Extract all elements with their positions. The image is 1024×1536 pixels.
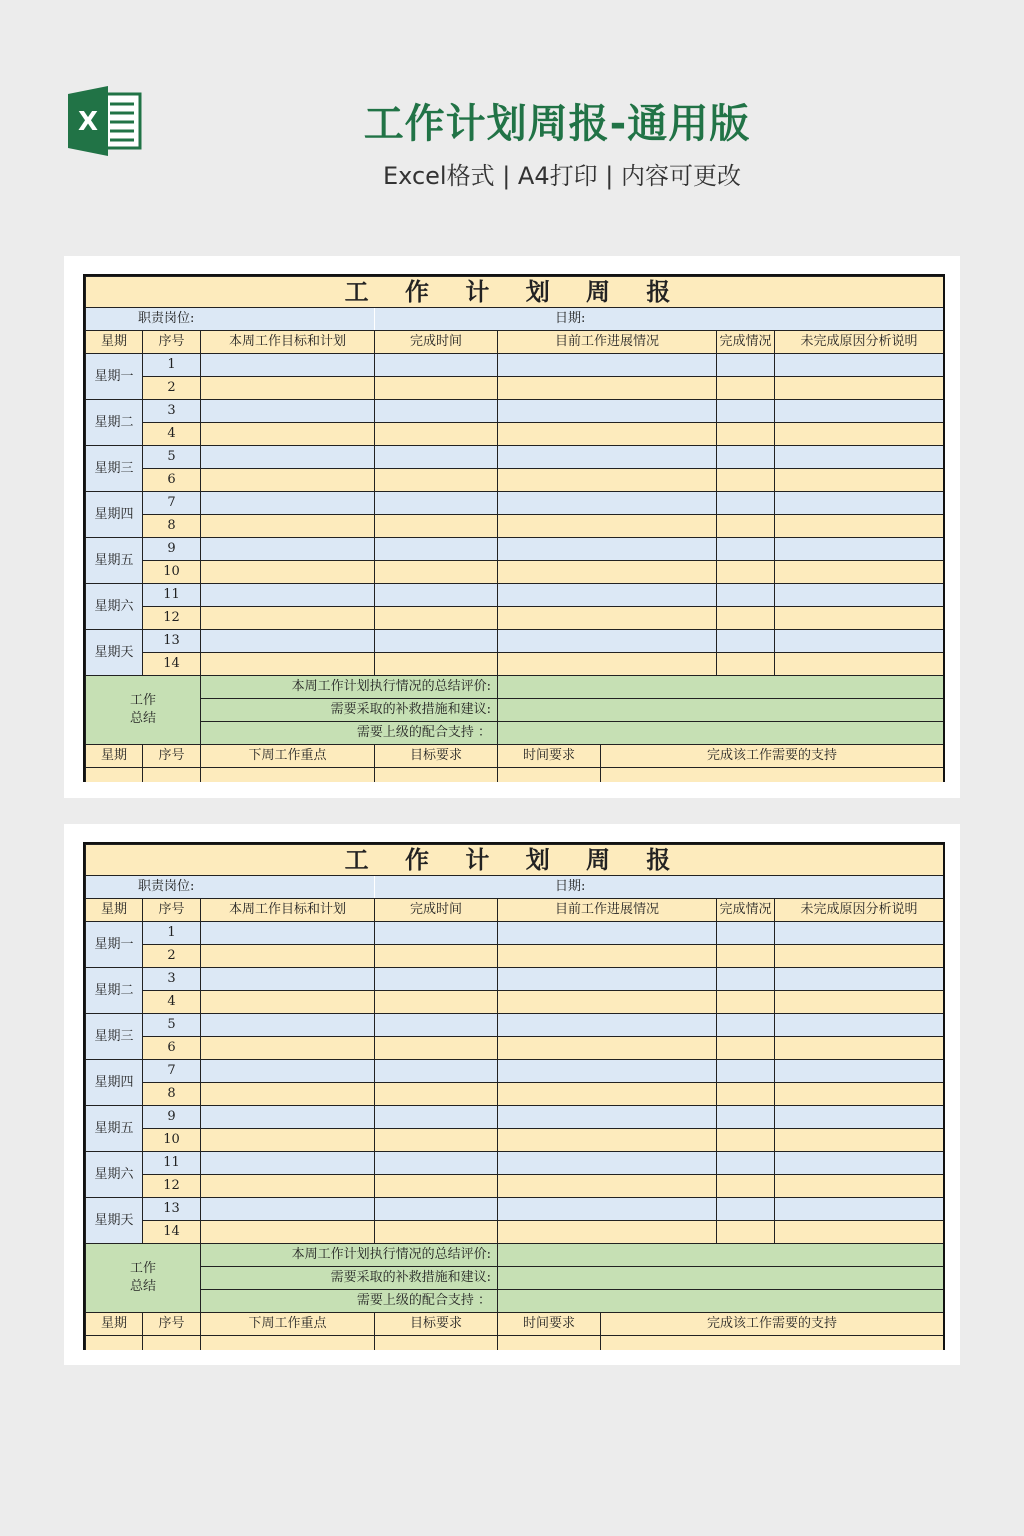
table-row bbox=[86, 991, 944, 1014]
weekly-plan-table bbox=[85, 844, 944, 1350]
watermark bbox=[378, 647, 400, 699]
table-cell[interactable] bbox=[201, 1060, 375, 1083]
table-row bbox=[86, 561, 944, 584]
row-number: 5 bbox=[143, 1014, 201, 1037]
row-number: 12 bbox=[143, 607, 201, 630]
table-cell[interactable] bbox=[775, 1037, 944, 1060]
table-cell[interactable] bbox=[775, 1129, 944, 1152]
table-cell[interactable] bbox=[498, 991, 717, 1014]
summary-label bbox=[86, 676, 201, 745]
table-cell[interactable] bbox=[498, 1198, 717, 1221]
column-header: 未完成原因分析说明 bbox=[775, 899, 944, 922]
column-header-row bbox=[86, 331, 944, 354]
table-row bbox=[86, 945, 944, 968]
column-header: 下周工作重点 bbox=[201, 745, 375, 768]
column-header: 目前工作进展情况 bbox=[498, 899, 717, 922]
column-header: 时间要求 bbox=[498, 1313, 601, 1336]
table-cell[interactable] bbox=[201, 377, 375, 400]
column-header: 完成情况 bbox=[717, 331, 775, 354]
table-cell[interactable] bbox=[498, 1106, 717, 1129]
table-cell[interactable] bbox=[375, 492, 498, 515]
summary-input[interactable] bbox=[498, 722, 944, 745]
table-cell[interactable] bbox=[201, 968, 375, 991]
table-cell[interactable] bbox=[717, 377, 775, 400]
table-cell[interactable] bbox=[498, 446, 717, 469]
table-cell[interactable] bbox=[201, 561, 375, 584]
table-cell[interactable] bbox=[775, 968, 944, 991]
table-cell[interactable] bbox=[375, 377, 498, 400]
table-cell[interactable] bbox=[375, 1175, 498, 1198]
table-cell[interactable] bbox=[201, 1198, 375, 1221]
table-cell[interactable] bbox=[717, 968, 775, 991]
table-cell[interactable] bbox=[498, 945, 717, 968]
table-cell[interactable] bbox=[775, 1175, 944, 1198]
summary-input[interactable] bbox=[498, 676, 944, 699]
table-row bbox=[86, 538, 944, 561]
column-header: 时间要求 bbox=[498, 745, 601, 768]
table-cell[interactable] bbox=[201, 1221, 375, 1244]
weekly-plan-table bbox=[85, 276, 944, 782]
row-number: 7 bbox=[143, 1060, 201, 1083]
table-cell[interactable] bbox=[717, 991, 775, 1014]
summary-label bbox=[86, 1244, 201, 1313]
table-cell[interactable] bbox=[775, 469, 944, 492]
table-cell[interactable] bbox=[717, 1106, 775, 1129]
table-cell[interactable] bbox=[498, 561, 717, 584]
table-cell[interactable] bbox=[775, 1221, 944, 1244]
page-title: 工作计划周报-通用版 bbox=[363, 101, 751, 147]
table-cell[interactable] bbox=[375, 1152, 498, 1175]
table-row bbox=[86, 1106, 944, 1129]
summary-label-line1: 工作 bbox=[129, 1261, 156, 1276]
day-cell: 星期三 bbox=[86, 1014, 143, 1060]
table-cell[interactable] bbox=[201, 469, 375, 492]
table-cell[interactable] bbox=[717, 423, 775, 446]
table-cell[interactable] bbox=[375, 354, 498, 377]
sheet-preview-1 bbox=[64, 256, 960, 798]
row-number: 3 bbox=[143, 968, 201, 991]
column-header: 目标要求 bbox=[375, 745, 498, 768]
table-cell[interactable] bbox=[201, 423, 375, 446]
table-row bbox=[86, 584, 944, 607]
table-cell[interactable] bbox=[717, 1175, 775, 1198]
table-cell[interactable] bbox=[775, 630, 944, 653]
row-number: 13 bbox=[143, 1198, 201, 1221]
table-cell[interactable] bbox=[498, 1129, 717, 1152]
row-number: 1 bbox=[143, 922, 201, 945]
day-cell: 星期四 bbox=[86, 1060, 143, 1106]
sheet-preview-2 bbox=[64, 824, 960, 1365]
table-cell[interactable] bbox=[775, 1198, 944, 1221]
row-number: 6 bbox=[143, 1037, 201, 1060]
table-cell[interactable] bbox=[717, 1083, 775, 1106]
logo-letter: X bbox=[77, 107, 99, 137]
summary-item: 需要采取的补救措施和建议: bbox=[201, 1267, 498, 1290]
table-cell[interactable] bbox=[775, 1060, 944, 1083]
table-cell[interactable] bbox=[717, 653, 775, 676]
table-row bbox=[86, 1014, 944, 1037]
row-number: 4 bbox=[143, 423, 201, 446]
column-header: 星期 bbox=[86, 1313, 143, 1336]
table-cell[interactable] bbox=[775, 991, 944, 1014]
table-cell[interactable] bbox=[201, 945, 375, 968]
table-cell[interactable] bbox=[717, 1152, 775, 1175]
table-row bbox=[86, 1037, 944, 1060]
row-number: 3 bbox=[143, 400, 201, 423]
table-cell[interactable] bbox=[498, 377, 717, 400]
table-row bbox=[86, 446, 944, 469]
table-cell[interactable] bbox=[375, 515, 498, 538]
day-cell: 星期一 bbox=[86, 922, 143, 968]
table-cell[interactable] bbox=[775, 1083, 944, 1106]
column-header: 星期 bbox=[86, 745, 143, 768]
row-number: 13 bbox=[143, 630, 201, 653]
table-cell[interactable] bbox=[375, 945, 498, 968]
table-cell[interactable] bbox=[201, 1175, 375, 1198]
table-cell[interactable] bbox=[498, 630, 717, 653]
table-cell[interactable] bbox=[498, 538, 717, 561]
table-cell[interactable] bbox=[498, 469, 717, 492]
table-cell[interactable] bbox=[498, 922, 717, 945]
table-cell[interactable] bbox=[498, 1083, 717, 1106]
sheet-table-wrapper bbox=[83, 842, 945, 1350]
column-header: 本周工作目标和计划 bbox=[201, 899, 375, 922]
table-cell[interactable] bbox=[717, 584, 775, 607]
table-cell[interactable] bbox=[375, 469, 498, 492]
date-label: 日期: bbox=[375, 308, 944, 331]
table-cell[interactable] bbox=[201, 922, 375, 945]
table-cell[interactable] bbox=[375, 991, 498, 1014]
table-cell[interactable] bbox=[717, 446, 775, 469]
column-header: 目前工作进展情况 bbox=[498, 331, 717, 354]
table-cell[interactable] bbox=[201, 1106, 375, 1129]
row-number: 4 bbox=[143, 991, 201, 1014]
table-cell[interactable] bbox=[775, 945, 944, 968]
day-cell: 星期天 bbox=[86, 630, 143, 676]
summary-label-line2: 总结 bbox=[129, 711, 156, 726]
table-cell[interactable] bbox=[201, 584, 375, 607]
summary-label-line2: 总结 bbox=[129, 1279, 156, 1294]
row-number: 6 bbox=[143, 469, 201, 492]
table-cell[interactable] bbox=[717, 922, 775, 945]
day-cell: 星期一 bbox=[86, 354, 143, 400]
day-cell: 星期二 bbox=[86, 400, 143, 446]
table-cell[interactable] bbox=[498, 1014, 717, 1037]
table-cell[interactable] bbox=[375, 1198, 498, 1221]
table-cell[interactable] bbox=[775, 515, 944, 538]
table-cell[interactable] bbox=[375, 1221, 498, 1244]
row-number: 11 bbox=[143, 1152, 201, 1175]
table-cell[interactable] bbox=[201, 653, 375, 676]
table-cell[interactable] bbox=[375, 968, 498, 991]
table-row bbox=[86, 354, 944, 377]
table-cell[interactable] bbox=[775, 400, 944, 423]
table-cell[interactable] bbox=[498, 968, 717, 991]
table-row bbox=[86, 968, 944, 991]
summary-item: 本周工作计划执行情况的总结评价: bbox=[201, 1244, 498, 1267]
table-row bbox=[86, 492, 944, 515]
table-cell[interactable] bbox=[717, 1037, 775, 1060]
sheet-title: 工 作 计 划 周 报 bbox=[86, 277, 944, 308]
sheet-table-wrapper bbox=[83, 274, 945, 782]
table-cell[interactable] bbox=[717, 945, 775, 968]
table-cell[interactable] bbox=[717, 400, 775, 423]
table-cell[interactable] bbox=[775, 1106, 944, 1129]
table-cell[interactable] bbox=[375, 1037, 498, 1060]
table-cell[interactable] bbox=[498, 515, 717, 538]
table-row bbox=[86, 1175, 944, 1198]
table-cell[interactable] bbox=[717, 607, 775, 630]
row-number: 10 bbox=[143, 561, 201, 584]
table-cell[interactable] bbox=[717, 354, 775, 377]
summary-input[interactable] bbox=[498, 1290, 944, 1313]
table-cell[interactable] bbox=[717, 1060, 775, 1083]
table-cell[interactable] bbox=[375, 607, 498, 630]
column-header: 目标要求 bbox=[375, 1313, 498, 1336]
day-cell: 星期六 bbox=[86, 584, 143, 630]
table-cell[interactable] bbox=[201, 538, 375, 561]
table-row bbox=[86, 1198, 944, 1221]
column-header: 未完成原因分析说明 bbox=[775, 331, 944, 354]
summary-label-line1: 工作 bbox=[129, 693, 156, 708]
column-header: 序号 bbox=[143, 899, 201, 922]
table-cell[interactable] bbox=[201, 400, 375, 423]
table-cell[interactable] bbox=[375, 584, 498, 607]
row-number: 9 bbox=[143, 1106, 201, 1129]
table-row bbox=[86, 423, 944, 446]
table-cell[interactable] bbox=[375, 1129, 498, 1152]
table-cell[interactable] bbox=[717, 515, 775, 538]
table-row bbox=[86, 1152, 944, 1175]
table-cell[interactable] bbox=[201, 607, 375, 630]
column-header: 完成该工作需要的支持 bbox=[601, 745, 944, 768]
day-cell: 星期六 bbox=[86, 1152, 143, 1198]
table-cell[interactable] bbox=[717, 469, 775, 492]
summary-item: 需要上级的配合支持 ： bbox=[201, 722, 498, 745]
table-row bbox=[86, 1083, 944, 1106]
table-cell[interactable] bbox=[498, 492, 717, 515]
table-row bbox=[86, 1060, 944, 1083]
summary-input[interactable] bbox=[498, 1244, 944, 1267]
table-row bbox=[86, 1221, 944, 1244]
column-header: 完成情况 bbox=[717, 899, 775, 922]
table-cell[interactable] bbox=[717, 1129, 775, 1152]
column-header: 星期 bbox=[86, 899, 143, 922]
day-cell: 星期四 bbox=[86, 492, 143, 538]
table-cell[interactable] bbox=[717, 630, 775, 653]
row-number: 2 bbox=[143, 945, 201, 968]
summary-input[interactable] bbox=[498, 699, 944, 722]
table-row bbox=[86, 922, 944, 945]
table-cell[interactable] bbox=[717, 538, 775, 561]
column-header: 完成时间 bbox=[375, 899, 498, 922]
table-cell[interactable] bbox=[201, 354, 375, 377]
day-cell: 星期五 bbox=[86, 1106, 143, 1152]
column-header: 序号 bbox=[143, 1313, 201, 1336]
table-cell[interactable] bbox=[775, 1152, 944, 1175]
table-cell[interactable] bbox=[498, 354, 717, 377]
table-cell[interactable] bbox=[201, 1083, 375, 1106]
table-cell[interactable] bbox=[375, 561, 498, 584]
table-cell[interactable] bbox=[498, 1152, 717, 1175]
next-week-header-row bbox=[86, 1313, 944, 1336]
table-row bbox=[86, 515, 944, 538]
row-number: 2 bbox=[143, 377, 201, 400]
day-cell: 星期三 bbox=[86, 446, 143, 492]
table-cell[interactable] bbox=[375, 538, 498, 561]
row-number: 8 bbox=[143, 1083, 201, 1106]
table-cell[interactable] bbox=[775, 492, 944, 515]
day-cell: 星期五 bbox=[86, 538, 143, 584]
table-row bbox=[86, 377, 944, 400]
day-cell: 星期天 bbox=[86, 1198, 143, 1244]
table-cell[interactable] bbox=[498, 1221, 717, 1244]
table-cell[interactable] bbox=[775, 446, 944, 469]
row-number: 12 bbox=[143, 1175, 201, 1198]
summary-item: 本周工作计划执行情况的总结评价: bbox=[201, 676, 498, 699]
table-cell[interactable] bbox=[717, 1198, 775, 1221]
table-cell[interactable] bbox=[717, 561, 775, 584]
summary-item: 需要上级的配合支持 ： bbox=[201, 1290, 498, 1313]
table-cell[interactable] bbox=[775, 922, 944, 945]
row-number: 10 bbox=[143, 1129, 201, 1152]
table-cell[interactable] bbox=[201, 1014, 375, 1037]
table-cell[interactable] bbox=[201, 1037, 375, 1060]
table-cell[interactable] bbox=[775, 377, 944, 400]
table-row bbox=[86, 1129, 944, 1152]
table-cell[interactable] bbox=[201, 630, 375, 653]
column-header: 下周工作重点 bbox=[201, 1313, 375, 1336]
post-label: 职责岗位: bbox=[86, 308, 375, 331]
table-cell[interactable] bbox=[375, 1060, 498, 1083]
row-number: 14 bbox=[143, 653, 201, 676]
table-cell[interactable] bbox=[775, 561, 944, 584]
table-cell[interactable] bbox=[498, 1037, 717, 1060]
summary-item: 需要采取的补救措施和建议: bbox=[201, 699, 498, 722]
column-header: 序号 bbox=[143, 331, 201, 354]
table-cell[interactable] bbox=[775, 1014, 944, 1037]
table-cell[interactable] bbox=[717, 1014, 775, 1037]
table-cell[interactable] bbox=[498, 400, 717, 423]
table-row bbox=[86, 469, 944, 492]
table-cell[interactable] bbox=[375, 1083, 498, 1106]
table-cell[interactable] bbox=[775, 584, 944, 607]
table-cell[interactable] bbox=[375, 400, 498, 423]
table-cell[interactable] bbox=[375, 423, 498, 446]
table-cell[interactable] bbox=[775, 354, 944, 377]
table-cell[interactable] bbox=[201, 515, 375, 538]
date-label: 日期: bbox=[375, 876, 944, 899]
row-number: 14 bbox=[143, 1221, 201, 1244]
table-row bbox=[86, 607, 944, 630]
summary-input[interactable] bbox=[498, 1267, 944, 1290]
column-header: 星期 bbox=[86, 331, 143, 354]
table-cell[interactable] bbox=[775, 653, 944, 676]
column-header-row bbox=[86, 899, 944, 922]
sheet-title: 工 作 计 划 周 报 bbox=[86, 845, 944, 876]
table-cell[interactable] bbox=[775, 538, 944, 561]
table-cell[interactable] bbox=[201, 1152, 375, 1175]
row-number: 11 bbox=[143, 584, 201, 607]
row-number: 9 bbox=[143, 538, 201, 561]
column-header: 完成该工作需要的支持 bbox=[601, 1313, 944, 1336]
table-cell[interactable] bbox=[498, 607, 717, 630]
next-week-header-row bbox=[86, 745, 944, 768]
table-cell[interactable] bbox=[717, 1221, 775, 1244]
table-row bbox=[86, 630, 944, 653]
table-cell[interactable] bbox=[201, 1129, 375, 1152]
table-row bbox=[86, 400, 944, 423]
row-number: 5 bbox=[143, 446, 201, 469]
table-row bbox=[86, 653, 944, 676]
table-cell[interactable] bbox=[498, 653, 717, 676]
table-cell[interactable] bbox=[498, 1175, 717, 1198]
post-label: 职责岗位: bbox=[86, 876, 375, 899]
row-number: 7 bbox=[143, 492, 201, 515]
table-cell[interactable] bbox=[375, 446, 498, 469]
column-header: 完成时间 bbox=[375, 331, 498, 354]
table-cell[interactable] bbox=[201, 492, 375, 515]
table-cell[interactable] bbox=[498, 1060, 717, 1083]
day-cell: 星期二 bbox=[86, 968, 143, 1014]
table-cell[interactable] bbox=[775, 423, 944, 446]
table-cell[interactable] bbox=[375, 1106, 498, 1129]
table-cell[interactable] bbox=[717, 492, 775, 515]
table-cell[interactable] bbox=[775, 607, 944, 630]
column-header: 本周工作目标和计划 bbox=[201, 331, 375, 354]
table-cell[interactable] bbox=[375, 1014, 498, 1037]
column-header: 序号 bbox=[143, 745, 201, 768]
table-cell[interactable] bbox=[498, 423, 717, 446]
table-cell[interactable] bbox=[375, 922, 498, 945]
page-subtitle: Excel格式 | A4打印 | 内容可更改 bbox=[383, 162, 741, 190]
row-number: 1 bbox=[143, 354, 201, 377]
table-cell[interactable] bbox=[201, 446, 375, 469]
table-cell[interactable] bbox=[498, 584, 717, 607]
table-cell[interactable] bbox=[201, 991, 375, 1014]
row-number: 8 bbox=[143, 515, 201, 538]
